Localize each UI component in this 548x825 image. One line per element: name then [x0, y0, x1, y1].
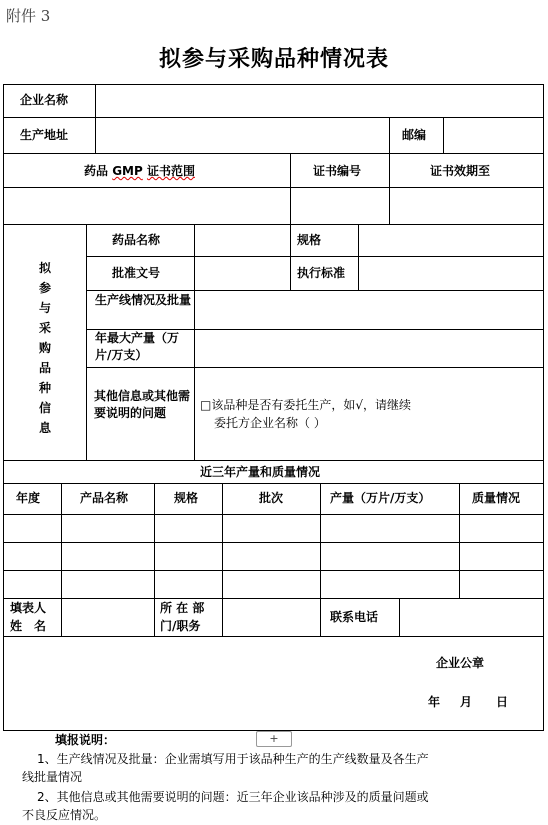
address-label: 生产地址	[20, 128, 69, 142]
table-border	[543, 84, 544, 731]
col-line	[86, 224, 87, 461]
row-line	[3, 570, 544, 571]
cert-valid-label: 证书效期至	[430, 164, 491, 178]
seal-year: 年	[428, 695, 441, 709]
max-output-label: 年最大产量（万片/万支）	[95, 331, 180, 362]
row-line	[86, 367, 544, 368]
col-quality: 质量情况	[472, 491, 521, 505]
spec-field[interactable]	[359, 225, 543, 256]
cert-no-label: 证书编号	[313, 164, 362, 178]
phone-field[interactable]	[400, 599, 543, 636]
row-line	[3, 483, 544, 484]
col-line	[320, 483, 321, 637]
row-line	[3, 636, 544, 637]
notes-heading: 填报说明：	[55, 733, 116, 747]
add-button[interactable]: +	[256, 731, 292, 747]
company-name-label: 企业名称	[20, 93, 69, 107]
drug-name-field[interactable]	[195, 225, 290, 256]
col-line	[389, 117, 390, 154]
line-field[interactable]	[195, 291, 543, 329]
approval-no-label: 批准文号	[112, 266, 161, 280]
filler-name-label-2: 姓 名	[10, 619, 47, 633]
standard-field[interactable]	[359, 257, 543, 290]
row-line	[3, 514, 544, 515]
gmp-scope-suffix: 证书范围	[146, 164, 195, 178]
postcode-field[interactable]	[444, 118, 543, 153]
approval-no-field[interactable]	[195, 257, 290, 290]
phone-label: 联系电话	[330, 610, 379, 624]
note-1-line-1: 1、生产线情况及批量：企业需填写用于该品种生产的生产线数量及各生产	[37, 752, 429, 766]
col-output: 产量（万片/万支）	[330, 491, 431, 505]
col-line	[459, 483, 460, 599]
seal-month: 月	[460, 695, 473, 709]
col-spec: 规格	[174, 491, 199, 505]
gmp-scope-gmp: GMP	[112, 164, 143, 178]
col-batch: 批次	[259, 491, 284, 505]
other-info-label: 其他信息或其他需要说明的问题	[94, 389, 191, 420]
row-line	[3, 542, 544, 543]
dept-label-2: 门/职务	[160, 619, 201, 633]
col-product-name: 产品名称	[80, 491, 129, 505]
note-2-line-2: 不良反应情况。	[22, 808, 107, 822]
address-field[interactable]	[96, 118, 389, 153]
gmp-scope-prefix: 药品	[84, 164, 109, 178]
dept-field[interactable]	[223, 599, 320, 636]
seal-label: 企业公章	[436, 656, 485, 670]
dept-label-1: 所 在 部	[160, 601, 205, 615]
col-line	[290, 224, 291, 291]
line-label: 生产线情况及批量	[95, 293, 192, 307]
postcode-label: 邮编	[402, 128, 427, 142]
note-2-line-1: 2、其他信息或其他需要说明的问题：近三年企业该品种涉及的质量问题或	[37, 790, 429, 804]
filler-name-label-1: 填表人	[10, 601, 47, 615]
cert-no-field[interactable]	[291, 188, 389, 224]
row-line	[3, 153, 544, 154]
history-section-label: 近三年产量和质量情况	[200, 465, 321, 479]
table-border	[3, 84, 4, 731]
col-line	[154, 483, 155, 637]
product-info-section-label: 拟参与采购品种信息	[38, 261, 51, 435]
max-output-field[interactable]	[195, 330, 543, 367]
spec-label: 规格	[297, 233, 322, 247]
filler-name-field[interactable]	[62, 599, 154, 636]
note-1-line-2: 线批量情况	[22, 770, 83, 784]
row-line	[3, 460, 544, 461]
col-year: 年度	[16, 491, 41, 505]
annex-label: 附件 3	[6, 7, 51, 25]
drug-name-label: 药品名称	[112, 233, 161, 247]
entrust-company[interactable]: 委托方企业名称（ ）	[214, 416, 326, 430]
page-title: 拟参与采购品种情况表	[158, 46, 389, 72]
cert-valid-field[interactable]	[390, 188, 543, 224]
company-name-field[interactable]	[96, 85, 543, 117]
entrust-question[interactable]: □该品种是否有委托生产，如√，请继续	[200, 398, 411, 412]
standard-label: 执行标准	[297, 266, 346, 280]
gmp-scope-field[interactable]	[4, 188, 290, 224]
seal-day: 日	[496, 695, 509, 709]
gmp-scope-label	[84, 164, 195, 179]
